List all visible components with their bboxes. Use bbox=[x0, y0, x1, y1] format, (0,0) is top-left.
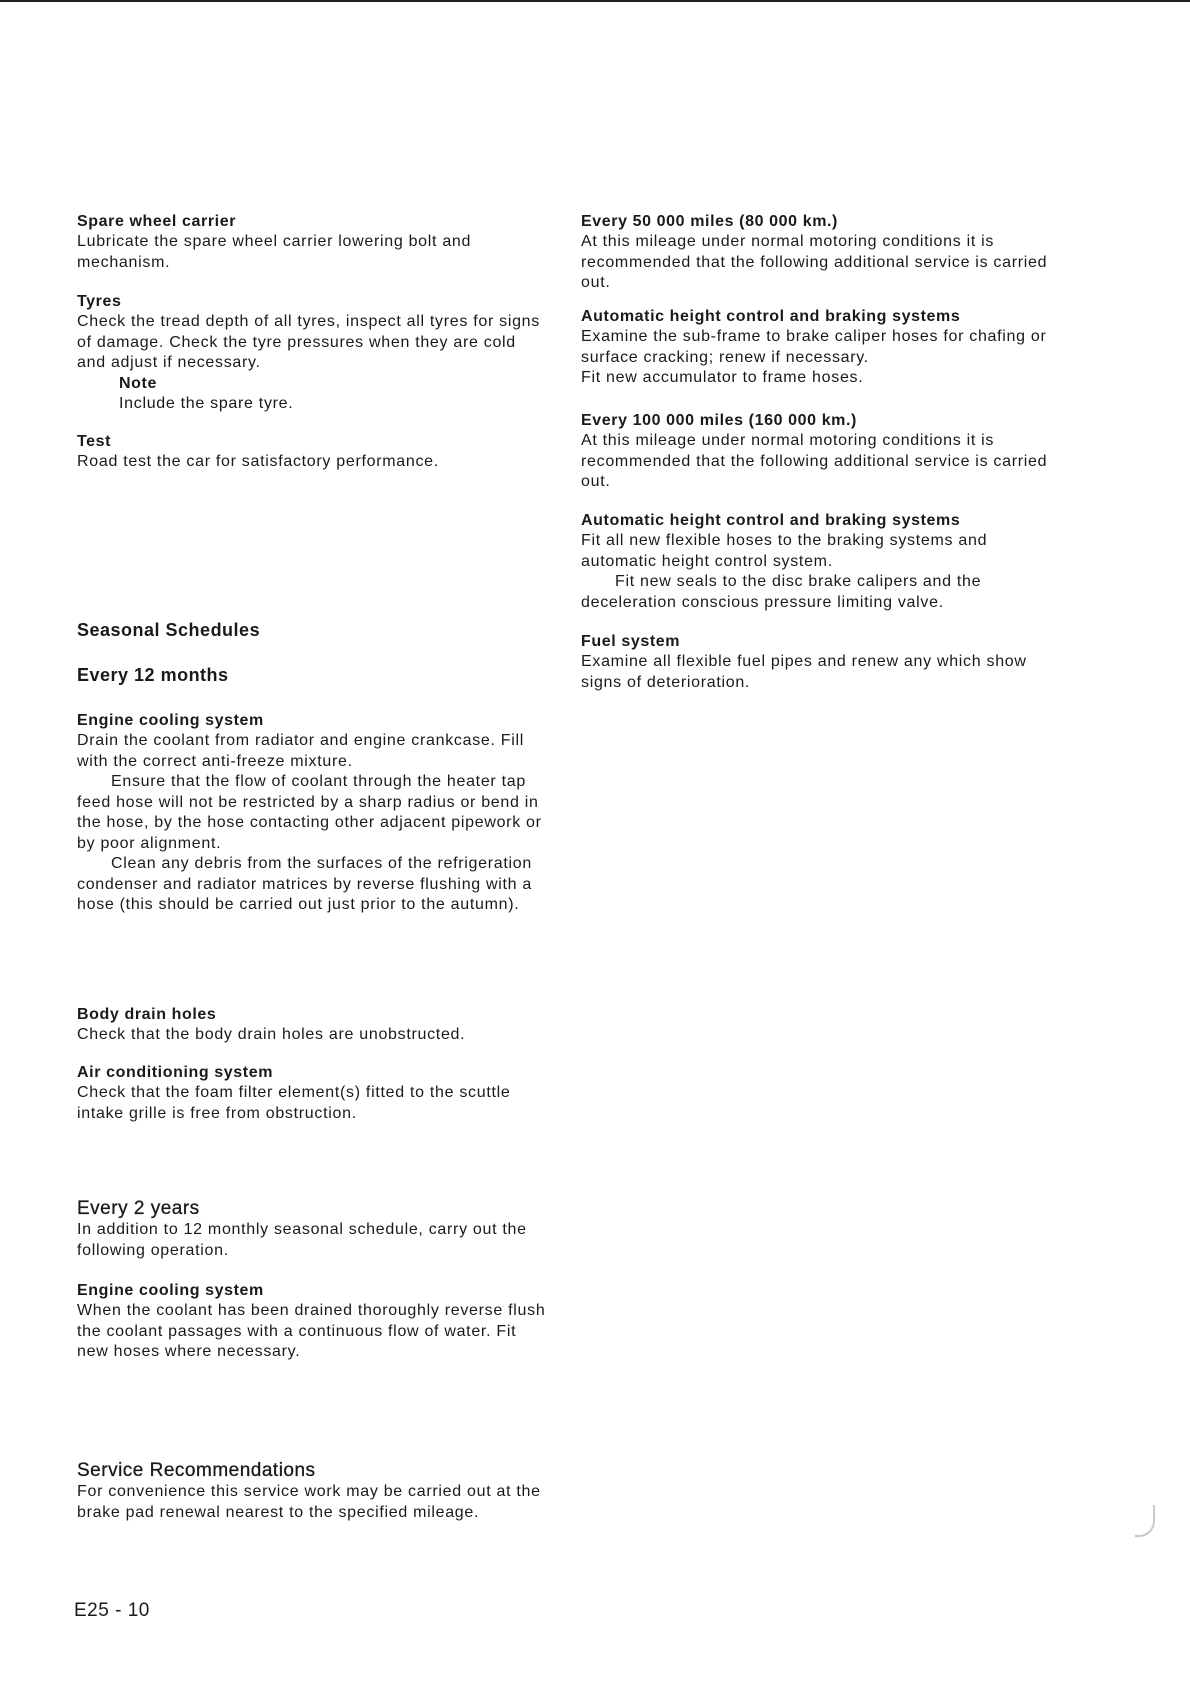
heading-note: Note bbox=[119, 374, 157, 392]
heading-every-2-years: Every 2 years bbox=[77, 1198, 200, 1219]
heading-spare-wheel-carrier: Spare wheel carrier bbox=[77, 213, 237, 230]
text-note: Include the spare tyre. bbox=[119, 394, 294, 412]
text-every-50000-miles: At this mileage under normal motoring conditions it is recommended that the following additional service is carried out. bbox=[581, 233, 1048, 291]
heading-tyres: Tyres bbox=[77, 293, 122, 310]
section-body-drain-holes bbox=[77, 1005, 547, 1046]
text-engine-cooling-12m-p3: Clean any debris from the surfaces of the refrigeration condenser and radiator matrices by reverse flushing with a hose (this should be carried out just prior to the autumn). bbox=[77, 855, 533, 913]
heading-every-12-months: Every 12 months bbox=[77, 665, 229, 685]
text-tyres: Check the tread depth of all tyres, inspect all tyres for signs of damage. Check the tyre pressures when they are cold and adjust if necessary. bbox=[77, 313, 540, 371]
section-tyres bbox=[77, 292, 547, 414]
text-engine-cooling-12m-p2: Ensure that the flow of coolant through the heater tap feed hose will not be restricted by a sharp radius or bend in the hose, by the hose contacting other adjacent pipework or by poor alignment. bbox=[77, 773, 542, 852]
section-engine-cooling-2y bbox=[77, 1281, 547, 1363]
text-auto-height-100000-p2: Fit new seals to the disc brake calipers and the deceleration conscious pressure limiting valve. bbox=[581, 573, 982, 611]
heading-air-conditioning: Air conditioning system bbox=[77, 1064, 274, 1081]
section-every-100000-miles bbox=[581, 411, 1061, 493]
heading-auto-height-100000: Automatic height control and braking systems bbox=[581, 512, 961, 529]
text-fuel-system: Examine all flexible fuel pipes and renew any which show signs of deterioration. bbox=[581, 653, 1027, 691]
text-body-drain-holes: Check that the body drain holes are unobstructed. bbox=[77, 1026, 466, 1043]
text-auto-height-50000-p1: Examine the sub-frame to brake caliper hoses for chafing or surface cracking; renew if necessary. bbox=[581, 328, 1047, 366]
heading-auto-height-50000: Automatic height control and braking systems bbox=[581, 308, 961, 325]
text-every-100000-miles: At this mileage under normal motoring conditions it is recommended that the following additional service is carried out. bbox=[581, 432, 1048, 490]
section-service-recommendations bbox=[77, 1460, 547, 1523]
section-auto-height-50000 bbox=[581, 307, 1061, 389]
text-engine-cooling-2y: When the coolant has been drained thoroughly reverse flush the coolant passages with a continuous flow of water. Fit new hoses where necessary. bbox=[77, 1302, 546, 1360]
text-auto-height-100000-p1: Fit all new flexible hoses to the braking systems and automatic height control system. bbox=[581, 532, 988, 570]
heading-service-recommendations: Service Recommendations bbox=[77, 1460, 316, 1481]
section-every-50000-miles bbox=[581, 212, 1061, 294]
scan-mark bbox=[1135, 1505, 1155, 1537]
heading-seasonal-schedules: Seasonal Schedules bbox=[77, 620, 261, 640]
text-every-2-years: In addition to 12 monthly seasonal schedule, carry out the following operation. bbox=[77, 1221, 527, 1259]
text-spare-wheel-carrier: Lubricate the spare wheel carrier lowering bolt and mechanism. bbox=[77, 233, 472, 271]
text-service-recommendations: For convenience this service work may be carried out at the brake pad renewal nearest to the specified mileage. bbox=[77, 1483, 541, 1521]
top-border-line bbox=[0, 0, 1190, 2]
section-seasonal-schedules bbox=[77, 619, 547, 641]
heading-test: Test bbox=[77, 433, 112, 450]
text-auto-height-50000-p2: Fit new accumulator to frame hoses. bbox=[581, 369, 864, 386]
section-every-2-years bbox=[77, 1198, 547, 1261]
section-test bbox=[77, 432, 547, 473]
heading-engine-cooling-12m: Engine cooling system bbox=[77, 712, 264, 729]
section-auto-height-100000 bbox=[581, 511, 1061, 613]
text-test: Road test the car for satisfactory performance. bbox=[77, 453, 439, 470]
section-fuel-system bbox=[581, 632, 1061, 693]
heading-engine-cooling-2y: Engine cooling system bbox=[77, 1282, 264, 1299]
section-spare-wheel-carrier bbox=[77, 212, 547, 273]
text-engine-cooling-12m-p1: Drain the coolant from radiator and engine crankcase. Fill with the correct anti-freeze mixture. bbox=[77, 732, 525, 770]
heading-fuel-system: Fuel system bbox=[581, 633, 681, 650]
section-air-conditioning bbox=[77, 1063, 547, 1124]
heading-body-drain-holes: Body drain holes bbox=[77, 1006, 217, 1023]
heading-every-50000-miles: Every 50 000 miles (80 000 km.) bbox=[581, 213, 838, 230]
page-number: E25 - 10 bbox=[74, 1600, 150, 1621]
heading-every-100000-miles: Every 100 000 miles (160 000 km.) bbox=[581, 412, 857, 429]
section-engine-cooling-12m bbox=[77, 711, 547, 916]
section-every-12-months bbox=[77, 664, 547, 686]
text-air-conditioning: Check that the foam filter element(s) fitted to the scuttle intake grille is free from obstruction. bbox=[77, 1084, 511, 1122]
